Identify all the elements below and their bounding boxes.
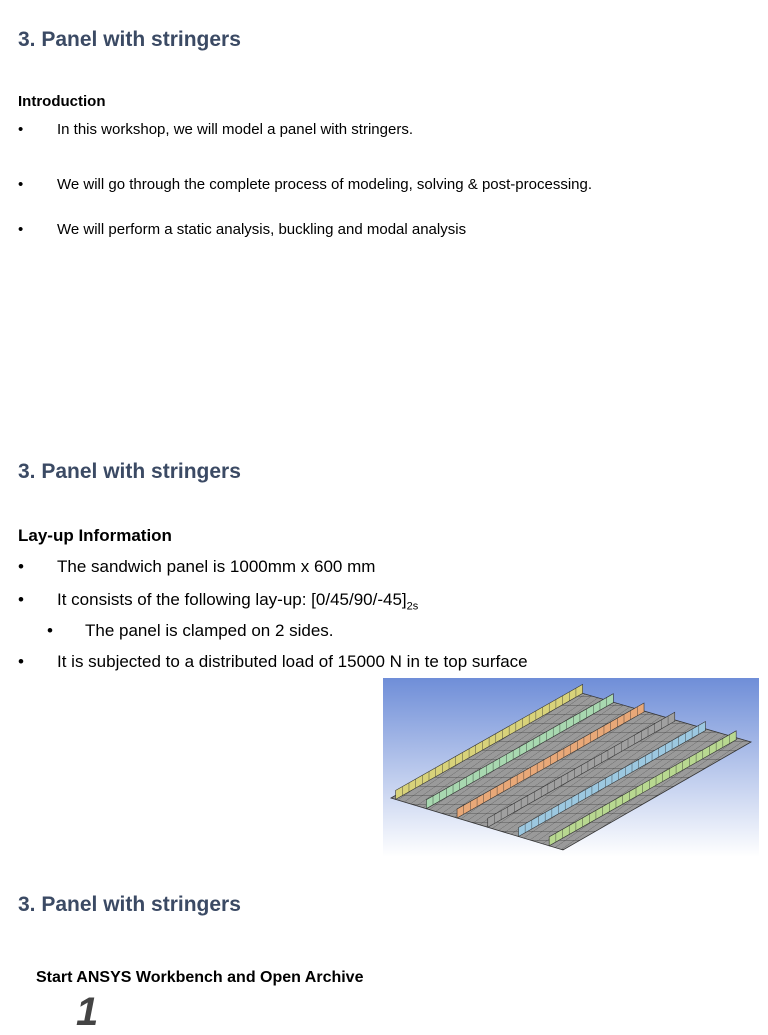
section-heading: Lay-up Information [18,526,172,545]
slide-title: 3. Panel with stringers [18,28,241,51]
step-number: 1 [76,990,99,1034]
bullet-text: The sandwich panel is 1000mm x 600 mm [57,557,376,576]
bullet-dot: • [18,121,24,138]
bullet-text: In this workshop, we will model a panel with stringers. [57,121,413,138]
bullet-dot: • [18,176,24,193]
bullet-text: The panel is clamped on 2 sides. [85,621,334,640]
bullet-text: We will go through the complete process of modeling, solving & post-processing. [57,176,592,193]
bullet-dot: • [47,621,53,640]
slide-title: 3. Panel with stringers [18,460,241,483]
bullet-dot: • [18,221,24,238]
layup-text: It consists of the following lay-up: [0/45/90/-45] [57,590,407,609]
bullet-dot: • [18,557,24,576]
bullet-text: It is subjected to a distributed load of 15000 N in te top surface [57,652,528,671]
bullet-dot: • [18,652,24,671]
layup-subscript: 2s [406,600,419,613]
bullet-dot: • [18,590,24,609]
slide-title: 3. Panel with stringers [18,893,241,916]
section-heading: Introduction [18,93,106,110]
step-heading: Start ANSYS Workbench and Open Archive [36,969,364,986]
bullet-text: We will perform a static analysis, buckling and modal analysis [57,221,467,238]
